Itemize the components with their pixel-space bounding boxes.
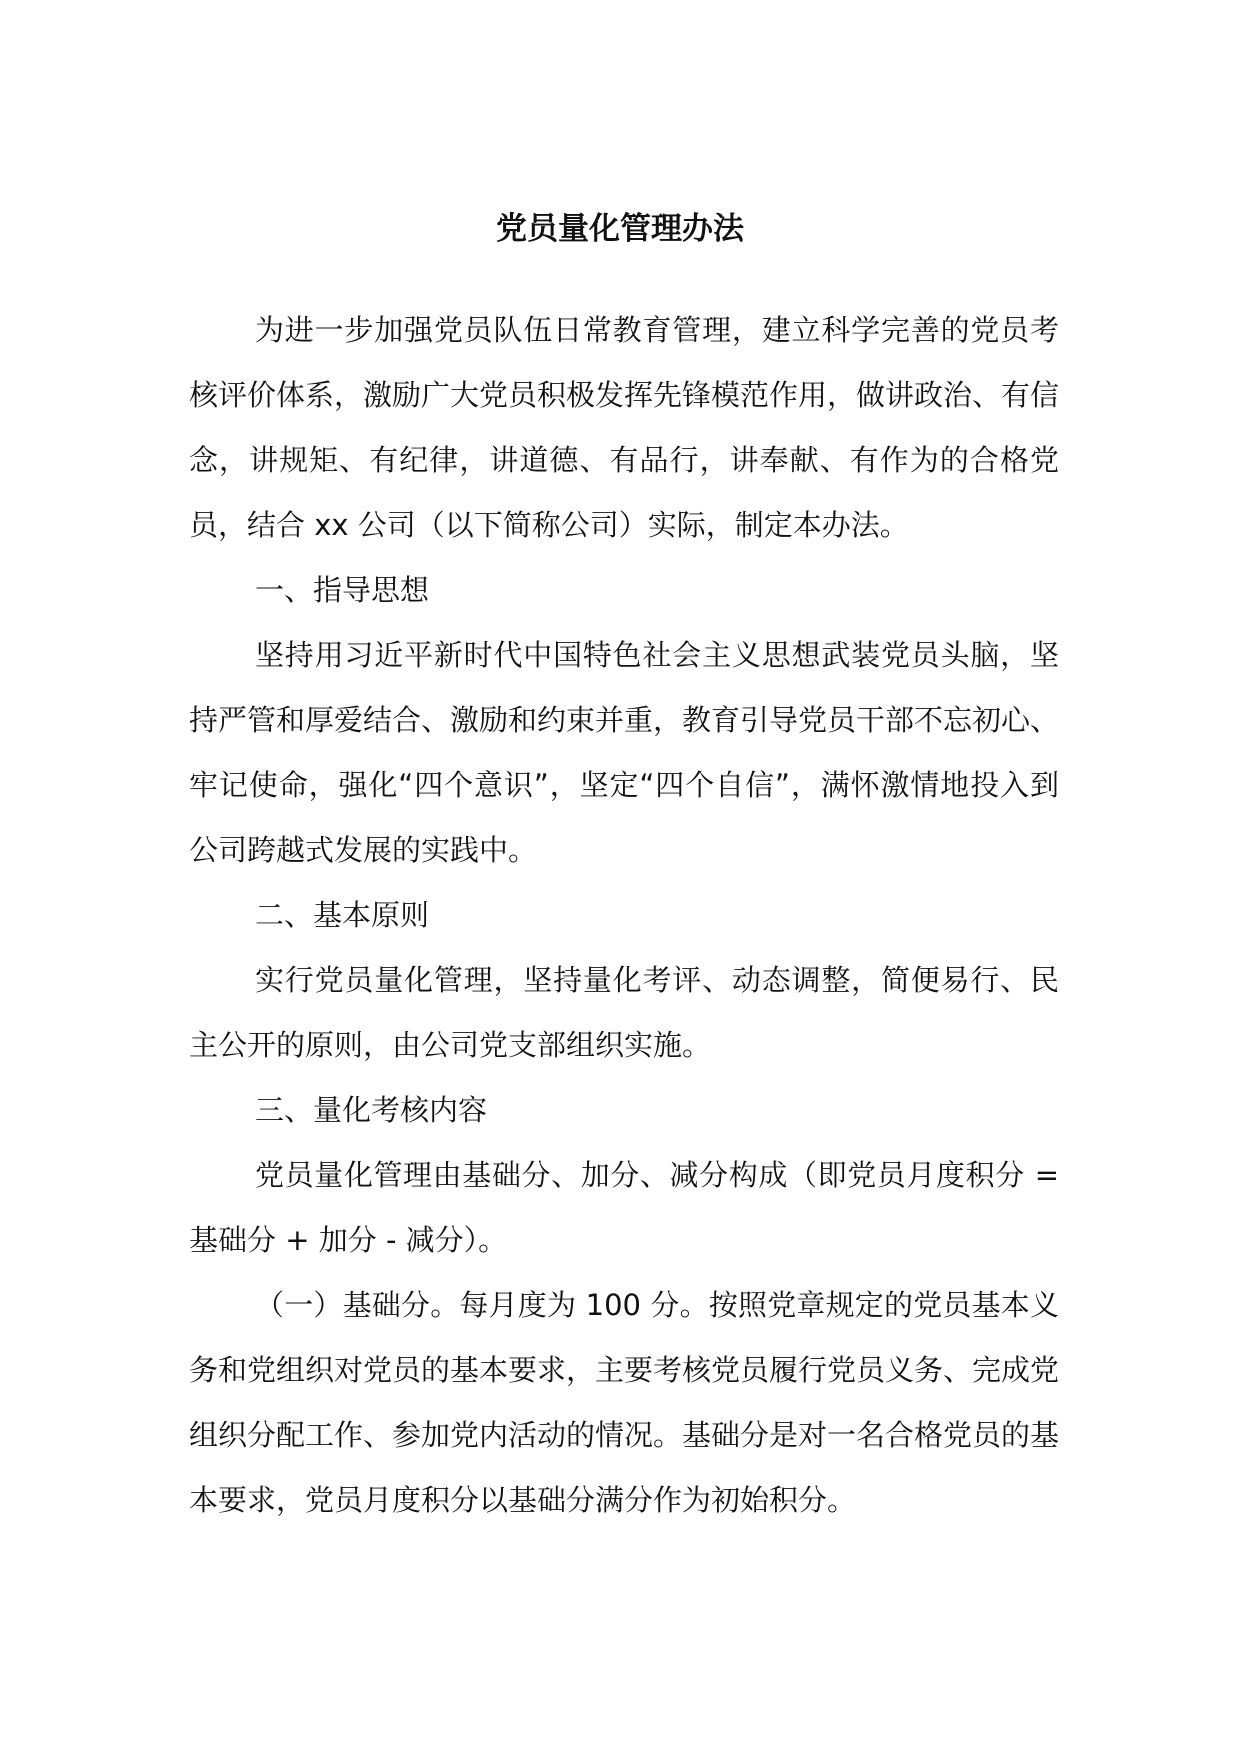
section-heading-basic-principles: 二、基本原则 [255, 898, 430, 932]
document-body [189, 298, 1059, 1533]
section-heading-guiding-ideology: 一、指导思想 [255, 573, 430, 607]
document-title: 党员量化管理办法 [496, 211, 744, 247]
section-heading-assessment-content: 三、量化考核内容 [255, 1093, 488, 1127]
intro-paragraph: 为进一步加强党员队伍日常教育管理，建立科学完善的党员考核评价体系，激励广大党员积极发挥先锋模范作用，做讲政治、有信念，讲规矩、有纪律，讲道德、有品行，讲奉献、有作为的合格党员，结合 xx 公司（以下简称公司）实际，制定本办法。 [189, 313, 1060, 542]
basic-principles-paragraph: 实行党员量化管理，坚持量化考评、动态调整，简便易行、民主公开的原则，由公司党支部组织实施。 [189, 963, 1059, 1062]
base-score-paragraph: （一）基础分。每月度为 100 分。按照党章规定的党员基本义务和党组织对党员的基本要求，主要考核党员履行党员义务、完成党组织分配工作、参加党内活动的情况。基础分是对一名合格党员的基本要求，党员月度积分以基础分满分作为初始积分。 [189, 1288, 1060, 1517]
guiding-ideology-paragraph: 坚持用习近平新时代中国特色社会主义思想武装党员头脑，坚持严管和厚爱结合、激励和约束并重，教育引导党员干部不忘初心、牢记使命，强化“四个意识”，坚定“四个自信”，满怀激情地投入到公司跨越式发展的实践中。 [189, 638, 1060, 867]
assessment-content-paragraph: 党员量化管理由基础分、加分、减分构成（即党员月度积分 = 基础分 + 加分 - 减分）。 [189, 1158, 1059, 1257]
